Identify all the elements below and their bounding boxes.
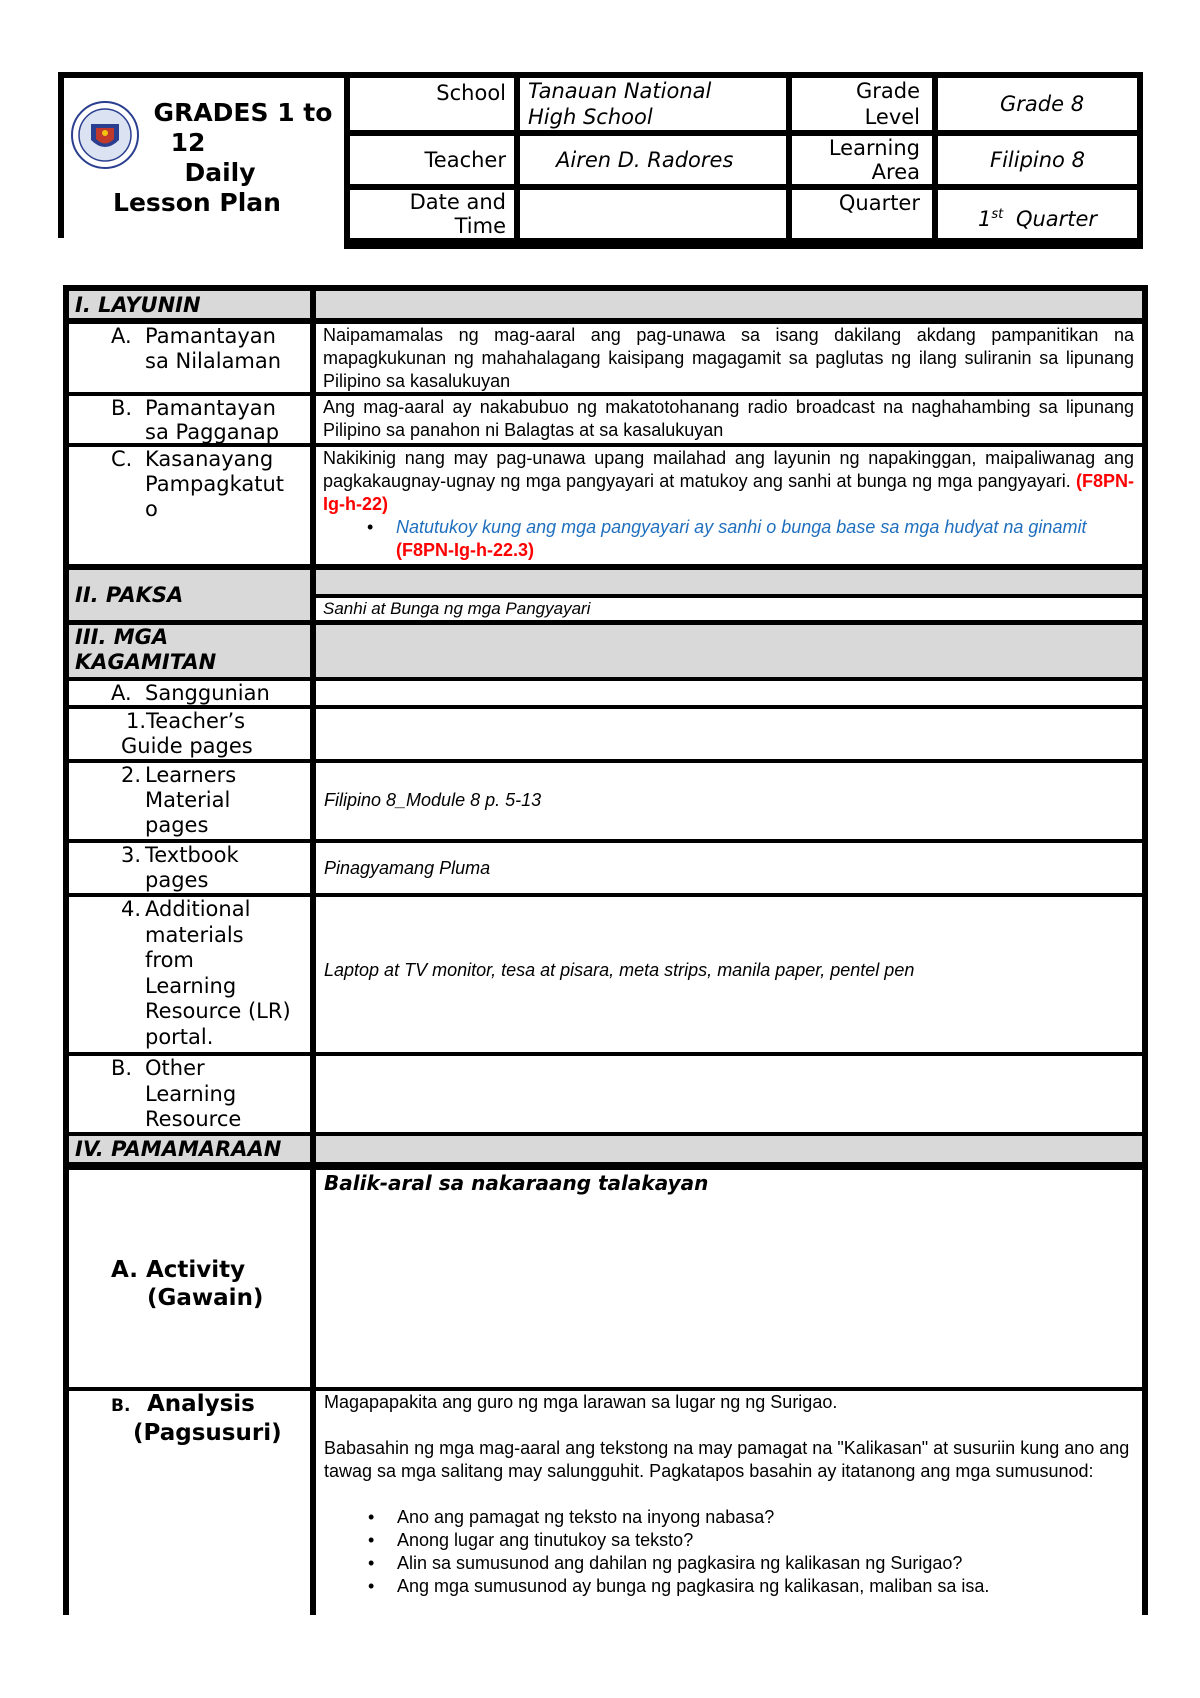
grade-level-label: Grade Level xyxy=(792,78,932,130)
teacher-label: Teacher xyxy=(350,136,514,184)
kasanayang-pampagkatuto-label: C. Kasanayang Pampagkatut o xyxy=(69,447,310,564)
layunin-heading: I. LAYUNIN xyxy=(69,291,310,318)
pamamaraan-heading: IV. PAMAMARAAN xyxy=(69,1136,310,1162)
date-time-value[interactable] xyxy=(520,190,786,238)
other-resource-label: B. Other Learning Resource xyxy=(69,1056,310,1132)
pamantayan-pagganap-text: Ang mag-aaral ay nakabubuo ng makatotohanang radio broadcast na naghahambing sa lipunang Pilipino sa panahon ni Balagtas at sa kasalukuyan xyxy=(316,396,1142,443)
learners-material-value: Filipino 8_Module 8 p. 5-13 xyxy=(316,763,1142,839)
school-value: Tanauan National High School xyxy=(520,78,786,130)
kasanayang-pampagkatuto-text: Nakikinig nang may pag-unawa upang mailahad ang layunin ng napakinggan, maipaliwanag ang pagkakaugnay-ugnay ng mga pangyayari at matukoy ang sanhi at bunga ng mga pangyayari. (F8PN-Ig-h-22) • Natutukoy kung ang mga pangyayari ay sanhi o bunga base sa mga hudyat na ginamit (F8PN-Ig-h-22.3) xyxy=(316,447,1142,564)
list-item: • Natutukoy kung ang mga pangyayari ay sanhi o bunga base sa mga hudyat na ginamit (F8PN-Ig-h-22.3) xyxy=(323,516,1134,562)
school-label: School xyxy=(350,78,514,130)
analysis-questions xyxy=(324,1506,1130,1598)
analysis-text: Magapapakita ang guro ng mga larawan sa lugar ng ng Surigao. Babasahin ng mga mag-aaral ang tekstong na may pamagat na "Kalikasan" at susuriin kung ano ang tawag sa mga salitang may salungguhit. Pagkatapos basahin ay itatanong ang mga sumusunod: • Ano ang pamagat ng teksto na inyong nabasa? • Anong lugar ang tinutukoy sa teksto? • Alin sa sumusunod ang dahilan ng pagkasira ng kalikasan ng Surigao? • Ang mga sumusunod ay bunga ng pagkasira ng kalikasan, maliban sa isa. xyxy=(316,1391,1142,1615)
list-item: • Anong lugar ang tinutukoy sa teksto? xyxy=(324,1529,1130,1552)
list-item: • Ano ang pamagat ng teksto na inyong nabasa? xyxy=(324,1506,1130,1529)
activity-text: Balik-aral sa nakaraang talakayan xyxy=(316,1170,1142,1387)
competency-bullet-list xyxy=(323,516,1134,562)
list-item: • Ang mga sumusunod ay bunga ng pagkasira ng kalikasan, maliban sa isa. xyxy=(324,1575,1130,1598)
pamamaraan-heading-right xyxy=(316,1136,1142,1162)
pamantayan-pagganap-label: B. Pamantayan sa Pagganap xyxy=(69,396,310,443)
list-item: • Alin sa sumusunod ang dahilan ng pagkasira ng kalikasan ng Surigao? xyxy=(324,1552,1130,1575)
textbook-pages-value: Pinagyamang Pluma xyxy=(316,843,1142,893)
header-notch xyxy=(58,238,344,249)
kagamitan-heading: III. MGA KAGAMITAN xyxy=(69,625,310,677)
learning-area-value: Filipino 8 xyxy=(938,136,1137,184)
learning-area-label: Learning Area xyxy=(792,136,932,184)
sanggunian-label: A. Sanggunian xyxy=(69,681,310,705)
layunin-heading-right xyxy=(316,291,1142,318)
teachers-guide-value xyxy=(316,709,1142,759)
grade-level-value: Grade 8 xyxy=(938,78,1137,130)
paksa-value: Sanhi at Bunga ng mga Pangyayari xyxy=(316,598,1142,620)
pamantayan-nilalaman-label: A. Pamantayan sa Nilalaman xyxy=(69,324,310,392)
date-time-label: Date and Time xyxy=(350,190,514,238)
textbook-pages-label: 3. Textbook pages xyxy=(69,843,310,893)
header-title: GRADES 1 to 12 Daily Lesson Plan xyxy=(113,98,333,217)
kagamitan-heading-right xyxy=(316,625,1142,677)
teacher-value: Airen D. Radores xyxy=(520,136,786,184)
paksa-heading-right xyxy=(316,570,1142,594)
quarter-value: 1st Quarter xyxy=(938,190,1137,238)
paksa-heading: II. PAKSA xyxy=(69,570,310,620)
additional-materials-value: Laptop at TV monitor, tesa at pisara, meta strips, manila paper, pentel pen xyxy=(316,897,1142,1052)
additional-materials-label: 4. Additional materials from Learning Resource (LR) portal. xyxy=(69,897,310,1052)
analysis-label: B. Analysis (Pagsusuri) xyxy=(69,1391,310,1615)
pamantayan-nilalaman-text: Naipamamalas ng mag-aaral ang pag-unawa sa isang dakilang akdang pampanitikan na mapagkukunan ng mahahalagang kaisipang magagamit sa paglutas ng ilang suliranin sa lipunang Pilipino sa kasalukuyan xyxy=(316,324,1142,392)
activity-label: A. Activity (Gawain) xyxy=(69,1170,310,1387)
teachers-guide-label: 1.Teacher’s Guide pages xyxy=(69,709,310,759)
learners-material-label: 2. Learners Material pages xyxy=(69,763,310,839)
other-resource-value xyxy=(316,1056,1142,1132)
header-title-cell xyxy=(64,78,344,238)
sanggunian-value xyxy=(316,681,1142,705)
quarter-label: Quarter xyxy=(792,190,932,238)
